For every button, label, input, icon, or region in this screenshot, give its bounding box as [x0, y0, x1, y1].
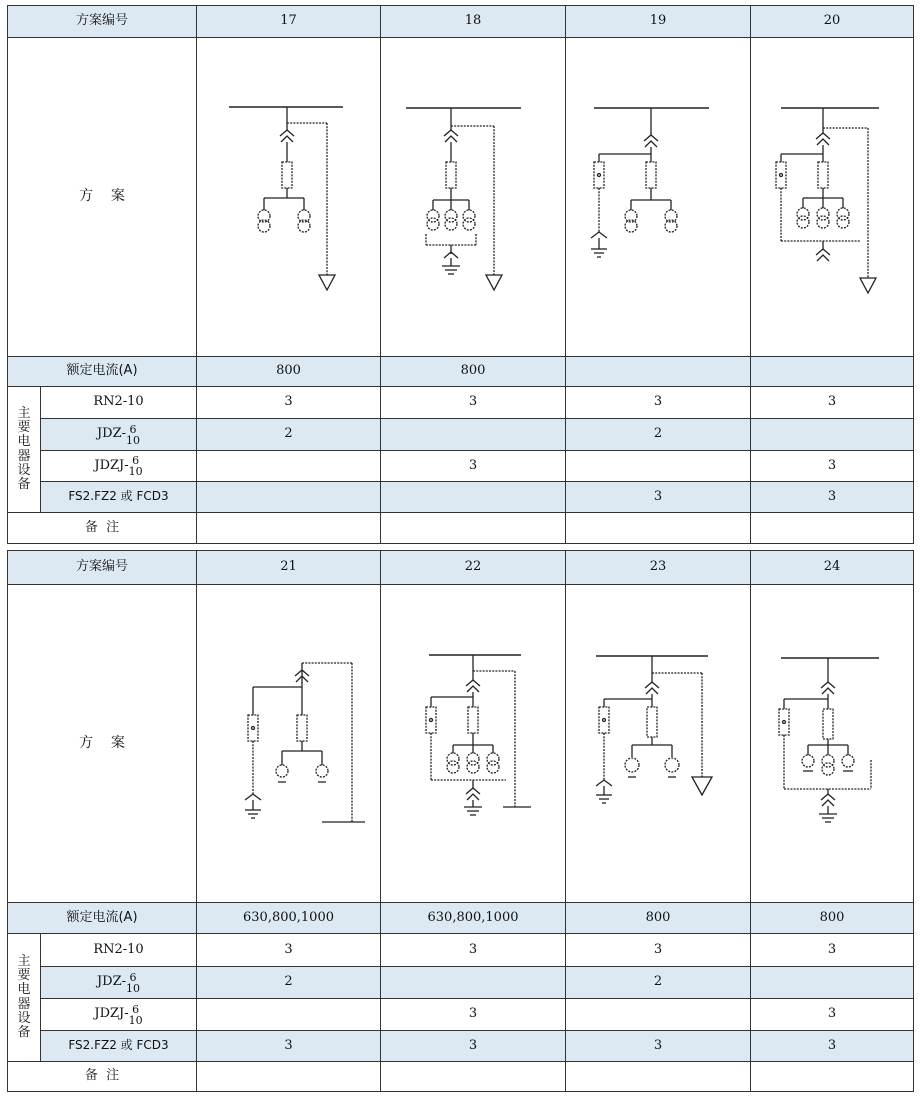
- equipment-name: [41, 419, 197, 451]
- remarks-cell: [197, 1062, 381, 1092]
- scheme-table-2: [7, 550, 914, 1092]
- equipment-row: [8, 934, 914, 967]
- remarks-label: 备 注: [8, 513, 197, 544]
- scheme-number-label: 方案编号: [8, 6, 197, 38]
- circuit-diagram-svg: [197, 585, 381, 902]
- circuit-diagram-svg: [197, 38, 381, 356]
- equipment-row: [8, 999, 914, 1031]
- scheme-number-row: [8, 551, 914, 585]
- model-prefix: JDZJ-: [94, 1006, 129, 1022]
- equipment-count: [197, 451, 381, 482]
- equipment-count: 3: [197, 1031, 381, 1062]
- fraction-top: 6: [129, 970, 137, 984]
- circuit-diagram-svg: [381, 585, 566, 902]
- scheme-number: 22: [381, 551, 566, 585]
- equipment-count: 3: [381, 999, 566, 1031]
- scheme-table-1: [7, 5, 914, 544]
- equipment-group-label-text: 主要电器设备: [17, 405, 31, 493]
- circuit-diagram-svg: [751, 585, 914, 902]
- equipment-name: RN2-10: [41, 387, 197, 419]
- equipment-count: 3: [566, 482, 751, 513]
- equipment-count: 3: [197, 934, 381, 967]
- equipment-count: 2: [197, 419, 381, 451]
- equipment-row: [8, 1031, 914, 1062]
- diagram-row: [8, 585, 914, 903]
- equipment-group-label-text: 主要电器设备: [17, 953, 31, 1041]
- fraction-bottom: 10: [126, 981, 141, 995]
- model-fraction: [126, 972, 140, 994]
- equipment-row: [8, 419, 914, 451]
- remarks-label: 备 注: [8, 1062, 197, 1092]
- rated-current-value: [566, 357, 751, 387]
- circuit-diagram-svg: [381, 38, 566, 356]
- diagram-row: [8, 38, 914, 357]
- equipment-row: [8, 387, 914, 419]
- circuit-diagram-svg: [566, 585, 751, 902]
- remarks-row: [8, 513, 914, 544]
- fraction-top: 6: [129, 422, 137, 436]
- rated-current-value: 800: [381, 357, 566, 387]
- circuit-diagram-20: [751, 38, 914, 357]
- rated-current-value: 630,800,1000: [197, 903, 381, 934]
- equipment-count: 3: [751, 451, 914, 482]
- equipment-count: 2: [566, 419, 751, 451]
- equipment-name: [41, 451, 197, 482]
- equipment-count: [197, 999, 381, 1031]
- remarks-cell: [381, 1062, 566, 1092]
- fraction-bottom: 10: [128, 1013, 143, 1027]
- equipment-count: 3: [751, 1031, 914, 1062]
- circuit-diagram-21: [197, 585, 381, 903]
- equipment-count: 3: [751, 999, 914, 1031]
- equipment-row: [8, 482, 914, 513]
- equipment-count: 3: [566, 1031, 751, 1062]
- rated-current-value: 800: [197, 357, 381, 387]
- equipment-group-label: [8, 934, 41, 1062]
- rated-current-label: 额定电流(A): [8, 903, 197, 934]
- scheme-number: 23: [566, 551, 751, 585]
- equipment-count: 3: [751, 482, 914, 513]
- rated-current-value: 800: [566, 903, 751, 934]
- equipment-name: FS2.FZ2 或 FCD3: [41, 1031, 197, 1062]
- rated-current-row: [8, 357, 914, 387]
- equipment-count: 3: [751, 934, 914, 967]
- equipment-name: [41, 999, 197, 1031]
- equipment-count: 3: [381, 934, 566, 967]
- fraction-bottom: 10: [126, 433, 141, 447]
- equipment-count: [381, 482, 566, 513]
- model-prefix: JDZJ-: [94, 457, 129, 473]
- fraction-bottom: 10: [128, 465, 143, 478]
- diagram-row-label: 方 案: [8, 38, 197, 357]
- equipment-name: FS2.FZ2 或 FCD3: [41, 482, 197, 513]
- circuit-diagram-17: [197, 38, 381, 357]
- diagram-row-label: 方 案: [8, 585, 197, 903]
- equipment-count: 2: [566, 967, 751, 999]
- remarks-cell: [751, 1062, 914, 1092]
- scheme-number-row: [8, 6, 914, 38]
- equipment-name: [41, 967, 197, 999]
- equipment-count: 3: [566, 387, 751, 419]
- equipment-count: 3: [381, 387, 566, 419]
- scheme-number: 18: [381, 6, 566, 38]
- scheme-number: 20: [751, 6, 914, 38]
- equipment-row: [8, 967, 914, 999]
- remarks-cell: [197, 513, 381, 544]
- circuit-diagram-svg: [751, 38, 914, 356]
- rated-current-value: [751, 357, 914, 387]
- equipment-count: [381, 419, 566, 451]
- equipment-count: [751, 419, 914, 451]
- circuit-diagram-22: [381, 585, 566, 903]
- equipment-count: [751, 967, 914, 999]
- equipment-count: 3: [381, 451, 566, 482]
- circuit-diagram-svg: [566, 38, 751, 356]
- circuit-diagram-24: [751, 585, 914, 903]
- circuit-diagram-18: [381, 38, 566, 357]
- remarks-cell: [566, 513, 751, 544]
- fraction-top: 6: [132, 1002, 140, 1016]
- equipment-count: 3: [197, 387, 381, 419]
- circuit-diagram-23: [566, 585, 751, 903]
- equipment-count: 3: [751, 387, 914, 419]
- equipment-count: [566, 451, 751, 482]
- equipment-row: [8, 451, 914, 482]
- model-fraction: [129, 1004, 143, 1026]
- equipment-count: 2: [197, 967, 381, 999]
- fraction-top: 6: [132, 454, 140, 467]
- equipment-group-label: [8, 387, 41, 513]
- remarks-cell: [381, 513, 566, 544]
- rated-current-row: [8, 903, 914, 934]
- equipment-count: [566, 999, 751, 1031]
- remarks-cell: [751, 513, 914, 544]
- model-prefix: JDZ-: [96, 974, 127, 990]
- scheme-number: 19: [566, 6, 751, 38]
- model-fraction: [126, 424, 140, 446]
- rated-current-label: 额定电流(A): [8, 357, 197, 387]
- scheme-number: 24: [751, 551, 914, 585]
- equipment-name: RN2-10: [41, 934, 197, 967]
- model-fraction: [129, 455, 143, 477]
- circuit-diagram-19: [566, 38, 751, 357]
- equipment-count: 3: [381, 1031, 566, 1062]
- scheme-number-label: 方案编号: [8, 551, 197, 585]
- model-prefix: JDZ-: [96, 426, 127, 442]
- equipment-count: 3: [566, 934, 751, 967]
- scheme-number: 17: [197, 6, 381, 38]
- equipment-count: [197, 482, 381, 513]
- rated-current-value: 800: [751, 903, 914, 934]
- rated-current-value: 630,800,1000: [381, 903, 566, 934]
- remarks-cell: [566, 1062, 751, 1092]
- equipment-count: [381, 967, 566, 999]
- scheme-number: 21: [197, 551, 381, 585]
- remarks-row: [8, 1062, 914, 1092]
